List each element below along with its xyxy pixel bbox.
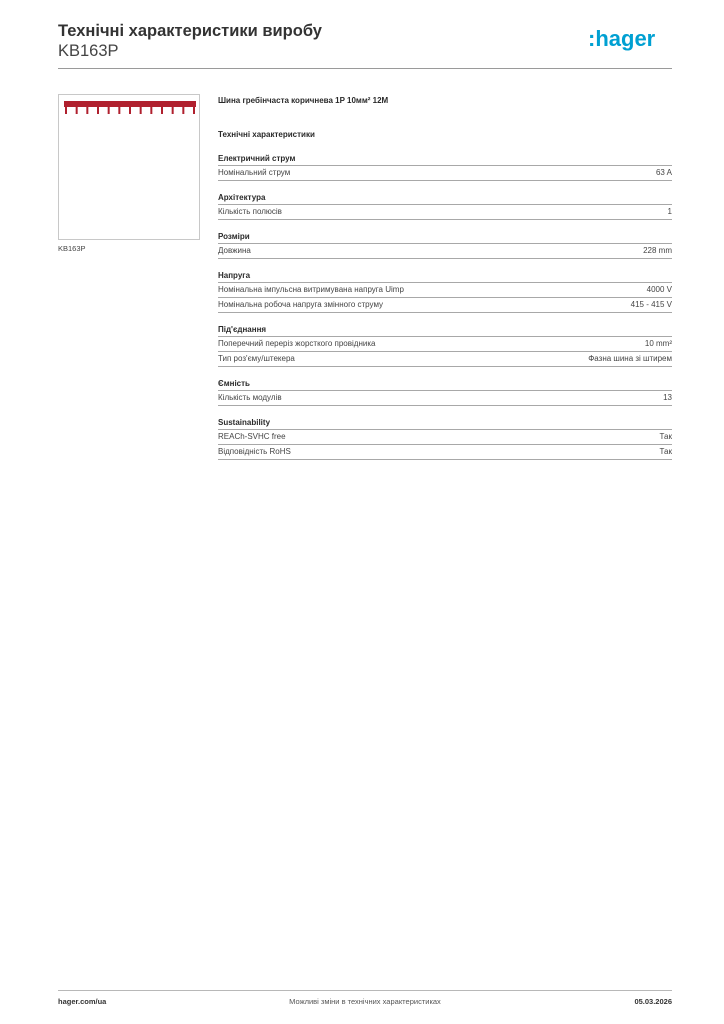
busbar-pin xyxy=(161,107,163,114)
busbar-bar xyxy=(64,101,196,107)
specs-heading: Технічні характеристики xyxy=(218,130,315,139)
spec-row xyxy=(218,445,672,460)
spec-label: Кількість модулів xyxy=(218,393,282,402)
busbar-pin xyxy=(97,107,99,114)
spec-row xyxy=(218,352,672,367)
image-caption: KB163P xyxy=(58,244,86,253)
spec-label: REACh-SVHC free xyxy=(218,432,286,441)
busbar-pin xyxy=(172,107,174,114)
spec-value: 4000 V xyxy=(646,285,672,294)
spec-label: Номінальна імпульсна витримувана напруга Uimp xyxy=(218,285,404,294)
product-code: KB163P xyxy=(58,42,119,60)
spec-label: Тип роз'єму/штекера xyxy=(218,354,295,363)
product-image xyxy=(58,94,200,240)
footer-website-link[interactable]: hager.com/ua xyxy=(58,997,107,1006)
spec-group-title: Електричний струм xyxy=(218,153,672,166)
spec-group-architecture xyxy=(218,192,672,220)
footer-divider xyxy=(58,990,672,991)
spec-group-title: Напруга xyxy=(218,270,672,283)
busbar-pin xyxy=(76,107,78,114)
spec-value: 13 xyxy=(663,393,672,402)
spec-row xyxy=(218,391,672,406)
spec-group-connection xyxy=(218,324,672,367)
spec-row xyxy=(218,205,672,220)
spec-value: Так xyxy=(659,447,672,456)
spec-label: Відповідність RoHS xyxy=(218,447,291,456)
product-name: Шина гребінчаста коричнева 1P 10мм² 12M xyxy=(218,96,389,105)
spec-label: Поперечний переріз жорсткого провідника xyxy=(218,339,376,348)
spec-value: 63 A xyxy=(655,168,672,177)
busbar-illustration xyxy=(59,95,201,241)
page-header xyxy=(58,22,672,61)
spec-group-title: Архітектура xyxy=(218,192,672,205)
spec-value: 415 - 415 V xyxy=(630,300,672,309)
spec-label: Номінальна робоча напруга змінного струму xyxy=(218,300,384,309)
spec-row xyxy=(218,298,672,313)
svg-text::hager: :hager xyxy=(588,28,656,51)
busbar-pin xyxy=(129,107,131,114)
spec-row xyxy=(218,244,672,259)
spec-group-electrical xyxy=(218,153,672,181)
busbar-pin xyxy=(108,107,110,114)
spec-group-dimensions xyxy=(218,231,672,259)
busbar-pin xyxy=(150,107,152,114)
busbar-pin xyxy=(86,107,88,114)
spec-value: Так xyxy=(659,432,672,441)
spec-row xyxy=(218,283,672,298)
page-footer xyxy=(58,997,672,1009)
hager-logo xyxy=(588,28,672,52)
spec-row xyxy=(218,166,672,181)
spec-group-capacity xyxy=(218,378,672,406)
spec-label: Номінальний струм xyxy=(218,168,291,177)
footer-date: 05.03.2026 xyxy=(634,997,672,1006)
spec-group-sustainability xyxy=(218,417,672,460)
spec-value: 1 xyxy=(667,207,672,216)
spec-row xyxy=(218,430,672,445)
spec-row xyxy=(218,337,672,352)
header-divider xyxy=(58,68,672,69)
spec-value: 10 mm² xyxy=(644,339,672,348)
specifications-panel xyxy=(218,94,672,460)
spec-label: Кількість полюсів xyxy=(218,207,282,216)
spec-value: Фазна шина зі штирем xyxy=(588,354,672,363)
spec-group-title: Ємність xyxy=(218,378,672,391)
busbar-pin xyxy=(193,107,195,114)
footer-notice: Можливі зміни в технічних характеристиках xyxy=(289,997,441,1006)
busbar-pin xyxy=(182,107,184,114)
busbar-pin xyxy=(118,107,120,114)
spec-group-voltage xyxy=(218,270,672,313)
spec-value: 228 mm xyxy=(643,246,672,255)
spec-label: Довжина xyxy=(218,246,251,255)
busbar-pin xyxy=(140,107,142,114)
spec-group-title: Розміри xyxy=(218,231,672,244)
busbar-pin xyxy=(65,107,67,114)
spec-group-title: Sustainability xyxy=(218,417,672,430)
spec-group-title: Під'єднання xyxy=(218,324,672,337)
document-title: Технічні характеристики виробу xyxy=(58,22,322,40)
